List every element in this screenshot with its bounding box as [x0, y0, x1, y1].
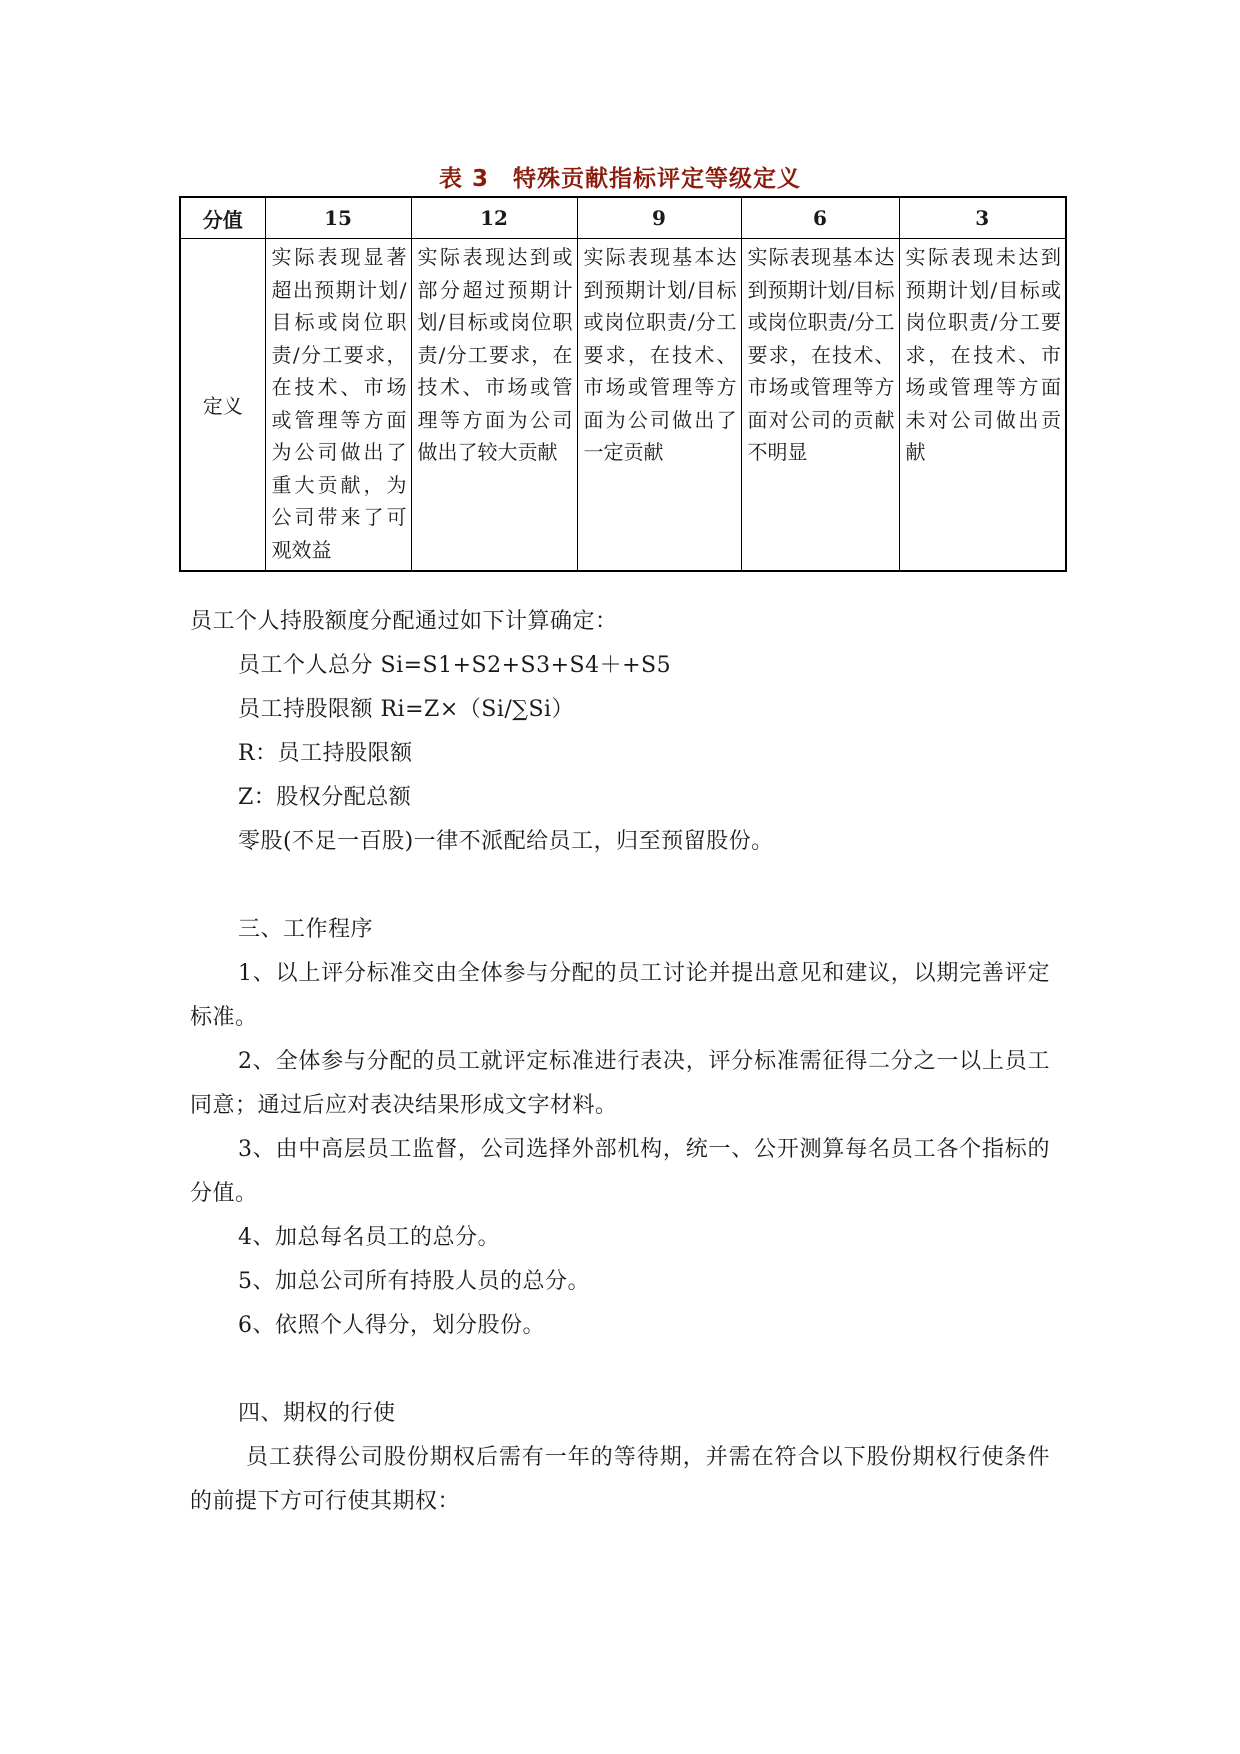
- definition-9: 实际表现基本达到预期计划/目标或岗位职责/分工要求，在技术、市场或管理等方面为公司做出了一定贡献: [577, 239, 741, 572]
- score-6: 6: [741, 197, 899, 239]
- definition-15: 实际表现显著超出预期计划/目标或岗位职责/分工要求，在技术、市场或管理等方面为公司做出了重大贡献，为公司带来了可观效益: [265, 239, 411, 572]
- section3-item-5: 5、加总公司所有持股人员的总分。: [238, 1269, 590, 1294]
- section3-item-6: 6、依照个人得分，划分股份。: [238, 1313, 545, 1338]
- section4-heading: 四、期权的行使: [238, 1401, 396, 1426]
- section3-item-1: 1、以上评分标准交由全体参与分配的员工讨论并提出意见和建议，以期完善评定标准。: [190, 961, 1050, 1030]
- score-12: 12: [411, 197, 577, 239]
- score-3: 3: [899, 197, 1066, 239]
- table-definition-row: [180, 239, 1066, 572]
- definition-r: R：员工持股限额: [238, 741, 413, 766]
- definition-z: Z：股权分配总额: [238, 785, 412, 810]
- score-15: 15: [265, 197, 411, 239]
- formula-limit: 员工持股限额 Ri=Z×（Si/∑Si）: [238, 697, 575, 722]
- section3-item-2: 2、全体参与分配的员工就评定标准进行表决，评分标准需征得二分之一以上员工同意；通过后应对表决结果形成文字材料。: [190, 1049, 1050, 1118]
- definition-row-label: 定义: [180, 239, 265, 572]
- section3-item-4: 4、加总每名员工的总分。: [238, 1225, 500, 1250]
- definition-6: 实际表现基本达到预期计划/目标或岗位职责/分工要求，在技术、市场或管理等方面对公司的贡献不明显: [741, 239, 899, 572]
- section4-text: 员工获得公司股份期权后需有一年的等待期，并需在符合以下股份期权行使条件的前提下方可行使其期权：: [190, 1445, 1050, 1514]
- score-9: 9: [577, 197, 741, 239]
- score-header-label: 分值: [180, 197, 265, 239]
- definition-12: 实际表现达到或部分超过预期计划/目标或岗位职责/分工要求，在技术、市场或管理等方面为公司做出了较大贡献: [411, 239, 577, 572]
- table-header-row: [180, 197, 1066, 239]
- table-caption: 表 3 特殊贡献指标评定等级定义: [438, 166, 801, 192]
- special-contribution-grade-table: [179, 196, 1067, 572]
- odd-lot-rule: 零股(不足一百股)一律不派配给员工，归至预留股份。: [238, 829, 774, 854]
- formula-total: 员工个人总分 Si=S1+S2+S3+S4＋+S5: [238, 653, 672, 678]
- definition-3: 实际表现未达到预期计划/目标或岗位职责/分工要求，在技术、市场或管理等方面未对公司做出贡献: [899, 239, 1066, 572]
- body-text: [190, 600, 1050, 1524]
- section3-heading: 三、工作程序: [238, 917, 374, 942]
- calc-intro: 员工个人持股额度分配通过如下计算确定：: [190, 609, 618, 634]
- section3-item-3: 3、由中高层员工监督，公司选择外部机构，统一、公开测算每名员工各个指标的分值。: [190, 1137, 1050, 1206]
